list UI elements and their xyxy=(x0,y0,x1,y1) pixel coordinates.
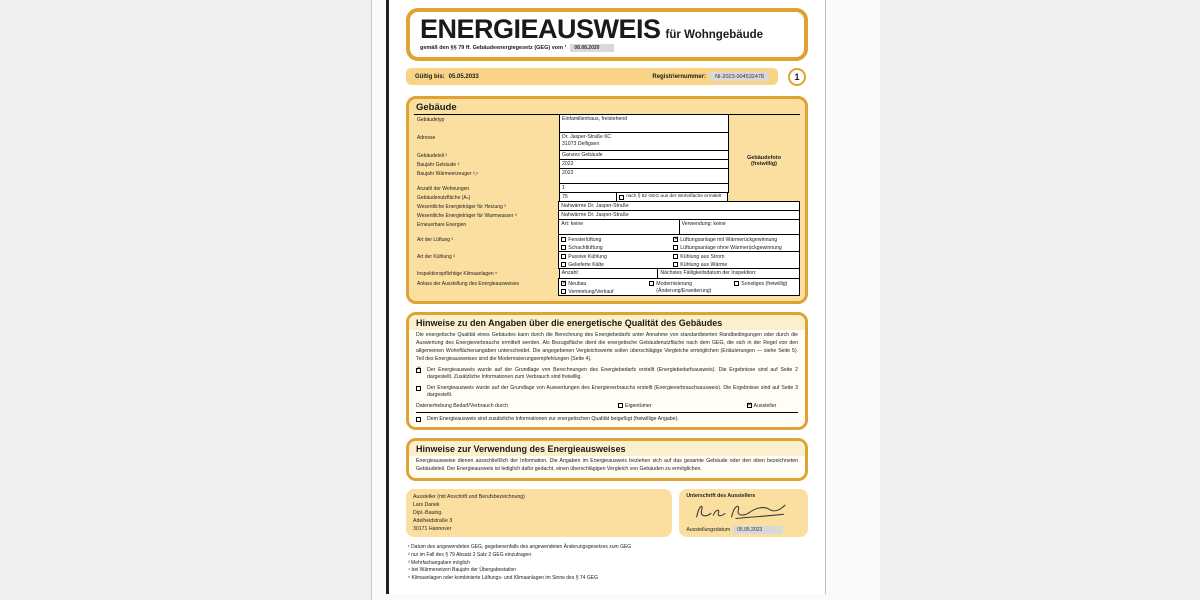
row-value[interactable]: Nahwärme Dr. Jasper-Straße xyxy=(558,210,800,220)
row-label: Gebäudenutzfläche (Aₙ) xyxy=(417,195,471,202)
lueftung-options-cell xyxy=(558,234,800,252)
issuer-box xyxy=(406,489,672,537)
checkbox[interactable] xyxy=(416,368,421,373)
bedarf-checkbox-row xyxy=(416,367,798,382)
checkbox-label: nach § 82 GEG aus der Wohnfläche ermittelt xyxy=(626,194,722,200)
checkbox-label: Passive Kühlung xyxy=(568,254,607,261)
erneuerbare-art[interactable]: Art: keine xyxy=(558,219,679,235)
document-subtitle: für Wohngebäude xyxy=(665,29,764,41)
row-label: Inspektionspflichtige Klimaanlagen ⁵ xyxy=(417,271,498,278)
checkbox[interactable] xyxy=(561,262,566,267)
quality-heading: Hinweise zu den Angaben über die energetische Qualität des Gebäudes xyxy=(409,315,805,330)
building-photo-placeholder xyxy=(729,113,799,209)
signature xyxy=(690,500,790,522)
quality-section xyxy=(406,312,808,430)
row-lueftung xyxy=(414,235,800,252)
checkbox[interactable] xyxy=(734,281,739,286)
title-box xyxy=(406,8,808,61)
datenerhebung-row xyxy=(416,403,798,409)
row-kuehlung xyxy=(414,252,800,269)
row-label: Gebäudeteil ² xyxy=(417,153,448,160)
zusatzinfo-checkbox-row xyxy=(416,416,798,424)
checkbox-label: Sonstiges (freiwillig) xyxy=(741,281,788,288)
row-label: Baujahr Gebäude ³ xyxy=(417,162,460,169)
photo-label: Gebäudefoto xyxy=(747,155,781,162)
building-section xyxy=(406,96,808,304)
footnote-3: ³ Mehrfachangaben möglich xyxy=(408,559,470,566)
building-section-heading: Gebäude xyxy=(414,102,800,115)
signature-box xyxy=(679,489,808,537)
row-erneuerbare xyxy=(414,220,800,235)
footnote-4: ⁴ bei Wärmenetzen Baujahr der Übergabestation xyxy=(408,567,517,574)
klimaanlagen-anzahl[interactable]: Anzahl: xyxy=(559,268,659,279)
checkbox-label: Schachtlüftung xyxy=(568,244,603,251)
checkbox[interactable] xyxy=(618,403,623,408)
checkbox[interactable] xyxy=(747,403,752,408)
row-value[interactable]: Ganzes Gebäude xyxy=(559,150,729,160)
row-value[interactable]: 1 xyxy=(559,183,729,193)
checkbox[interactable] xyxy=(561,254,566,259)
page-edge-line xyxy=(371,0,372,600)
anlass-options-cell xyxy=(558,278,800,296)
checkbox-label: Aussteller xyxy=(753,402,777,409)
checkbox-label: Der Energieausweis wurde auf der Grundlage von Berechnungen des Energiebedarfs erstellt (Energiebedarfsausweis). Die Ergebnisse sind auf Seite 2 dargestellt. Zusätzliche Informationen zum Verbrauch sind freiwillig. xyxy=(427,366,798,381)
issuer-label: Aussteller (mit Anschrift und Berufsbezeichnung) xyxy=(413,493,525,500)
law-date-field[interactable]: 08.08.2020 xyxy=(570,44,614,52)
checkbox[interactable] xyxy=(561,289,566,294)
energieausweis-page xyxy=(386,0,826,594)
datenerhebung-label: Datenerhebung Bedarf/Verbrauch durch xyxy=(416,402,508,409)
law-reference: gemäß den §§ 79 ff. Gebäudeenergiegesetz (GEG) vom ¹ xyxy=(420,45,567,52)
row-label: Adresse xyxy=(417,135,436,142)
row-value[interactable]: 75 xyxy=(559,192,617,202)
footnote-5: ⁵ Klimaanlagen oder kombinierte Lüftungs- und Klimaanlagen im Sinne des § 74 GEG xyxy=(408,575,598,582)
usage-section xyxy=(406,438,808,481)
valid-until-date: 05.05.2033 xyxy=(448,73,479,80)
checkbox-label: Lüftungsanlage ohne Wärmerückgewinnung xyxy=(680,244,782,251)
checkbox[interactable] xyxy=(673,237,678,242)
page-number-badge: 1 xyxy=(788,68,806,86)
checkbox-label: Lüftungsanlage mit Wärmerückgewinnung xyxy=(680,237,778,244)
row-value[interactable]: Nahwärme Dr. Jasper-Straße xyxy=(558,201,800,211)
checkbox-label: Kühlung aus Wärme xyxy=(680,261,728,268)
footnotes xyxy=(406,544,808,583)
checkbox[interactable] xyxy=(619,195,624,200)
issuer-city: 30171 Hannover xyxy=(413,526,452,533)
verbrauch-checkbox-row xyxy=(416,385,798,400)
valid-until-label: Gültig bis: xyxy=(415,73,445,80)
erneuerbare-verwendung[interactable]: Verwendung: keine xyxy=(679,219,800,235)
quality-paragraph: Die energetische Qualität eines Gebäudes kann durch die Berechnung des Energiebedarfs unter Annahme von standardisierten Randbedingungen oder durch die Auswertung des Energieverbrauchs ermittelt werden. Als Bezugsfläche dient die energetische Gebäudenutzfläche nach dem GEG, die sich in der Regel von den allgemeinen Wohnflächenangaben unterscheidet. Die angegebenen Vergleichswerte sollen überschlägige Vergleiche ermöglichen (Erläuterungen — siehe Seite 5). Teil des Energieausweises sind die Modernisierungsempfehlungen (Seite 4). xyxy=(416,332,798,362)
checkbox[interactable] xyxy=(561,245,566,250)
checkbox-label: Gelieferte Kälte xyxy=(568,261,605,268)
row-label: Wesentliche Energieträger für Heizung ³ xyxy=(417,204,506,211)
row-label: Erneuerbare Energien xyxy=(417,222,467,229)
checkbox[interactable] xyxy=(561,281,566,286)
row-label: Wesentliche Energieträger für Warmwasser ³ xyxy=(417,213,517,220)
validity-bar xyxy=(406,68,778,85)
row-value[interactable]: 2022 xyxy=(559,159,729,169)
checkbox-label: Neubau xyxy=(568,281,587,288)
checkbox-label: Kühlung aus Strom xyxy=(680,254,725,261)
checkbox[interactable] xyxy=(649,281,654,286)
divider xyxy=(416,412,798,413)
row-label: Anlass der Ausstellung des Energieausweises xyxy=(417,281,520,288)
checkbox[interactable] xyxy=(673,262,678,267)
registry-label: Registriernummer: xyxy=(652,73,707,80)
checkbox-label: Der Energieausweis wurde auf der Grundlage von Auswertungen des Energieverbrauchs erstellt (Energieverbrauchsausweis). Die Ergebnisse sind auf Seite 3 dargestellt. xyxy=(427,384,798,399)
checkbox[interactable] xyxy=(561,237,566,242)
row-value[interactable]: 2022 xyxy=(559,168,729,184)
checkbox-label: Modernisierung (Änderung/Erweiterung) xyxy=(656,281,712,294)
issue-date-field[interactable]: 05.05.2023 xyxy=(733,526,783,534)
checkbox-label: Fensterlüftung xyxy=(568,237,602,244)
usage-paragraph: Energieausweise dienen ausschließlich der Information. Die Angaben im Energieausweis beziehen sich auf das gesamte Gebäude oder den oben bezeichneten Gebäudeteil. Der Energieausweis ist lediglich dafür gedacht, einen überschlägigen Vergleich von Gebäuden zu ermöglichen. xyxy=(416,458,798,472)
checkbox[interactable] xyxy=(416,417,421,422)
checkbox-label: Dem Energieausweis sind zusätzliche Informationen zur energetischen Qualität beigefügt (freiwillige Angabe). xyxy=(427,415,679,422)
issuer-title: Dipl.-Bauing. xyxy=(413,509,443,516)
issue-date-label: Ausstellungsdatum xyxy=(686,527,731,534)
usage-heading: Hinweise zur Verwendung des Energieausweises xyxy=(409,441,805,456)
row-label: Art der Kühlung ³ xyxy=(417,254,455,261)
registry-number-field[interactable]: NI-2023-004532478 xyxy=(710,72,769,81)
klimaanlagen-faelligkeit[interactable]: Nächstes Fälligkeitsdatum der Inspektion: xyxy=(657,268,800,279)
footnote-2: ² nur im Fall des § 79 Absatz 2 Satz 2 GEG einzutragen xyxy=(408,551,532,558)
address-line1: Dr. Jasper-Straße 6C xyxy=(562,134,612,141)
checkbox-label: Vermietung/Verkauf xyxy=(568,288,614,295)
document-title: ENERGIEAUSWEIS xyxy=(420,14,661,44)
photo-sublabel: (freiwillig) xyxy=(751,161,777,168)
signature-label: Unterschrift des Ausstellers xyxy=(686,492,756,499)
row-anlass xyxy=(414,279,800,296)
checkbox[interactable] xyxy=(673,245,678,250)
checkbox[interactable] xyxy=(416,386,421,391)
issuer-street: Adelheidstraße 3 xyxy=(413,517,453,524)
row-label: Baujahr Wärmeerzeuger ³,⁴ xyxy=(417,171,479,178)
checkbox-label: Eigentümer xyxy=(625,402,652,409)
kuehlung-options-cell xyxy=(558,251,800,269)
row-value[interactable] xyxy=(559,132,729,151)
row-label: Gebäudetyp xyxy=(417,117,445,124)
address-line2: 31073 Delligsen xyxy=(562,141,600,148)
checkbox[interactable] xyxy=(673,254,678,259)
row-label: Art der Lüftung ³ xyxy=(417,237,454,244)
issuer-name: Lars Danek xyxy=(413,501,440,508)
row-value[interactable]: Einfamilienhaus, freistehend xyxy=(559,114,729,133)
footnote-1: ¹ Datum des angewendeten GEG, gegebenenfalls des angewendeten Änderungsgesetzes zum GEG xyxy=(408,544,632,551)
row-label: Anzahl der Wohnungen xyxy=(417,186,470,193)
